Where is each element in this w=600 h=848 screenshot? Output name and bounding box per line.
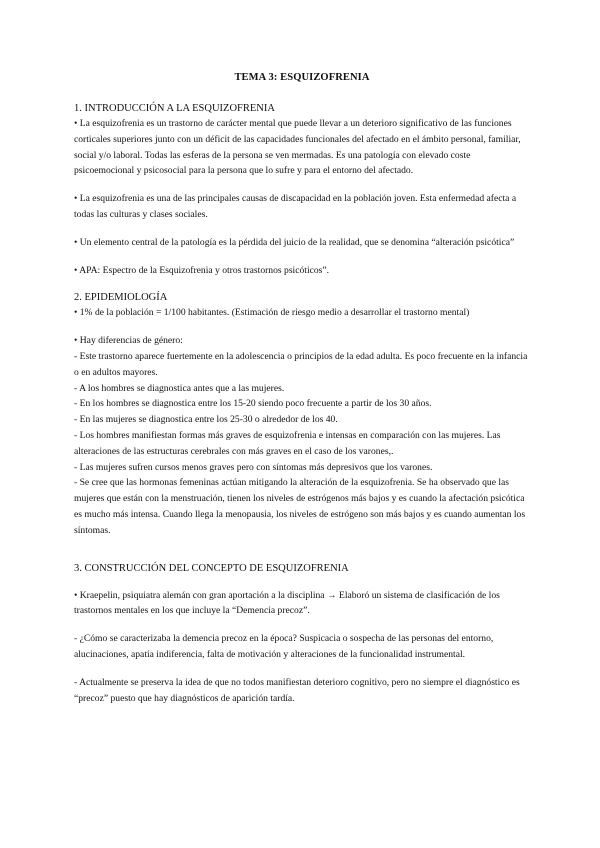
section-heading: 2. EPIDEMIOLOGÍA	[74, 292, 168, 304]
section-heading: 3. CONSTRUCCIÓN DEL CONCEPTO DE ESQUIZOFRENIA	[74, 562, 349, 574]
list-item: - En las mujeres se diagnostica entre los 25-30 o alrededor de los 40.	[74, 414, 338, 426]
paragraph: - Actualmente se preserva la idea de que no todos manifiestan deterioro cognitivo, pero no siempre el diagnóstico es “precoz” puesto que hay diagnósticos de aparición tardía.	[74, 676, 520, 704]
document-title: TEMA 3: ESQUIZOFRENIA	[234, 72, 370, 83]
section-heading: 1. INTRODUCCIÓN A LA ESQUIZOFRENIA	[74, 103, 275, 114]
paragraph: • Kraepelin, psiquiatra alemán con gran aportación a la disciplina → Elaboró un sistema de clasificación de los trastornos mentales en los que incluye la “Demencia precoz”.	[74, 589, 500, 617]
paragraph: - ¿Cómo se caracterizaba la demencia precoz en la época? Suspicacia o sospecha de las personas del entorno, alucinaciones, apatía indiferencia, falta de motivación y alteraciones de la funcionalidad instrumental.	[74, 633, 494, 660]
list-intro: • Hay diferencias de género:	[74, 335, 183, 347]
section-epidemiology	[74, 290, 530, 538]
list-item: - Se cree que las hormonas femeninas actúan mitigando la alteración de la esquizofrenia. Se ha observado que las mujeres que están con la menstruación, tienen los niveles de estrógenos más bajos y es cuando la afectación psicótica es mucho más intensa. Cuando llega la menopausia, los niveles de estrógeno son más bajos y es cuando aumentan los síntomas.	[74, 477, 526, 536]
paragraph: • Un elemento central de la patología es la pérdida del juicio de la realidad, que se denomina “alteración psicótica”	[74, 236, 515, 248]
list-item: - A los hombres se diagnostica antes que a las mujeres.	[74, 382, 285, 394]
list-item: - Las mujeres sufren cursos menos graves pero con síntomas más depresivos que los varones.	[74, 461, 433, 473]
paragraph: • La esquizofrenia es una de las principales causas de discapacidad en la población joven. Esta enfermedad afecta a todas las culturas y clases sociales.	[74, 193, 517, 220]
section-introduction	[74, 101, 530, 278]
section-concept-construction	[74, 561, 530, 707]
list-item: - En los hombres se diagnostica entre los 15-20 siendo poco frecuente a partir de los 30 años.	[74, 398, 432, 410]
paragraph: • APA: Espectro de la Esquizofrenia y otros trastornos psicóticos”.	[74, 264, 330, 276]
list-item: - Los hombres manifiestan formas más graves de esquizofrenia e intensas en comparación con las mujeres. Las alteraciones de las estructuras cerebrales con más graves en el caso de los varones,.	[74, 429, 501, 457]
paragraph: • La esquizofrenia es un trastorno de carácter mental que puede llevar a un deterioro significativo de las funciones corticales superiores junto con un déficit de las capacidades funcionales del afectado en el ámbito personal, familiar, social y/o laboral. Todas las esferas de la persona se ven mermadas. Es una patología con elevado coste psicoemocional y psicosocial para la persona que lo sufre y para el entorno del afectado.	[74, 118, 521, 177]
list-item: - Este trastorno aparece fuertemente en la adolescencia o principios de la edad adulta. Es poco frecuente en la infancia o en adultos mayores.	[74, 350, 528, 378]
paragraph: • 1% de la población = 1/100 habitantes. (Estimación de riesgo medio a desarrollar el trastorno mental)	[74, 307, 470, 319]
